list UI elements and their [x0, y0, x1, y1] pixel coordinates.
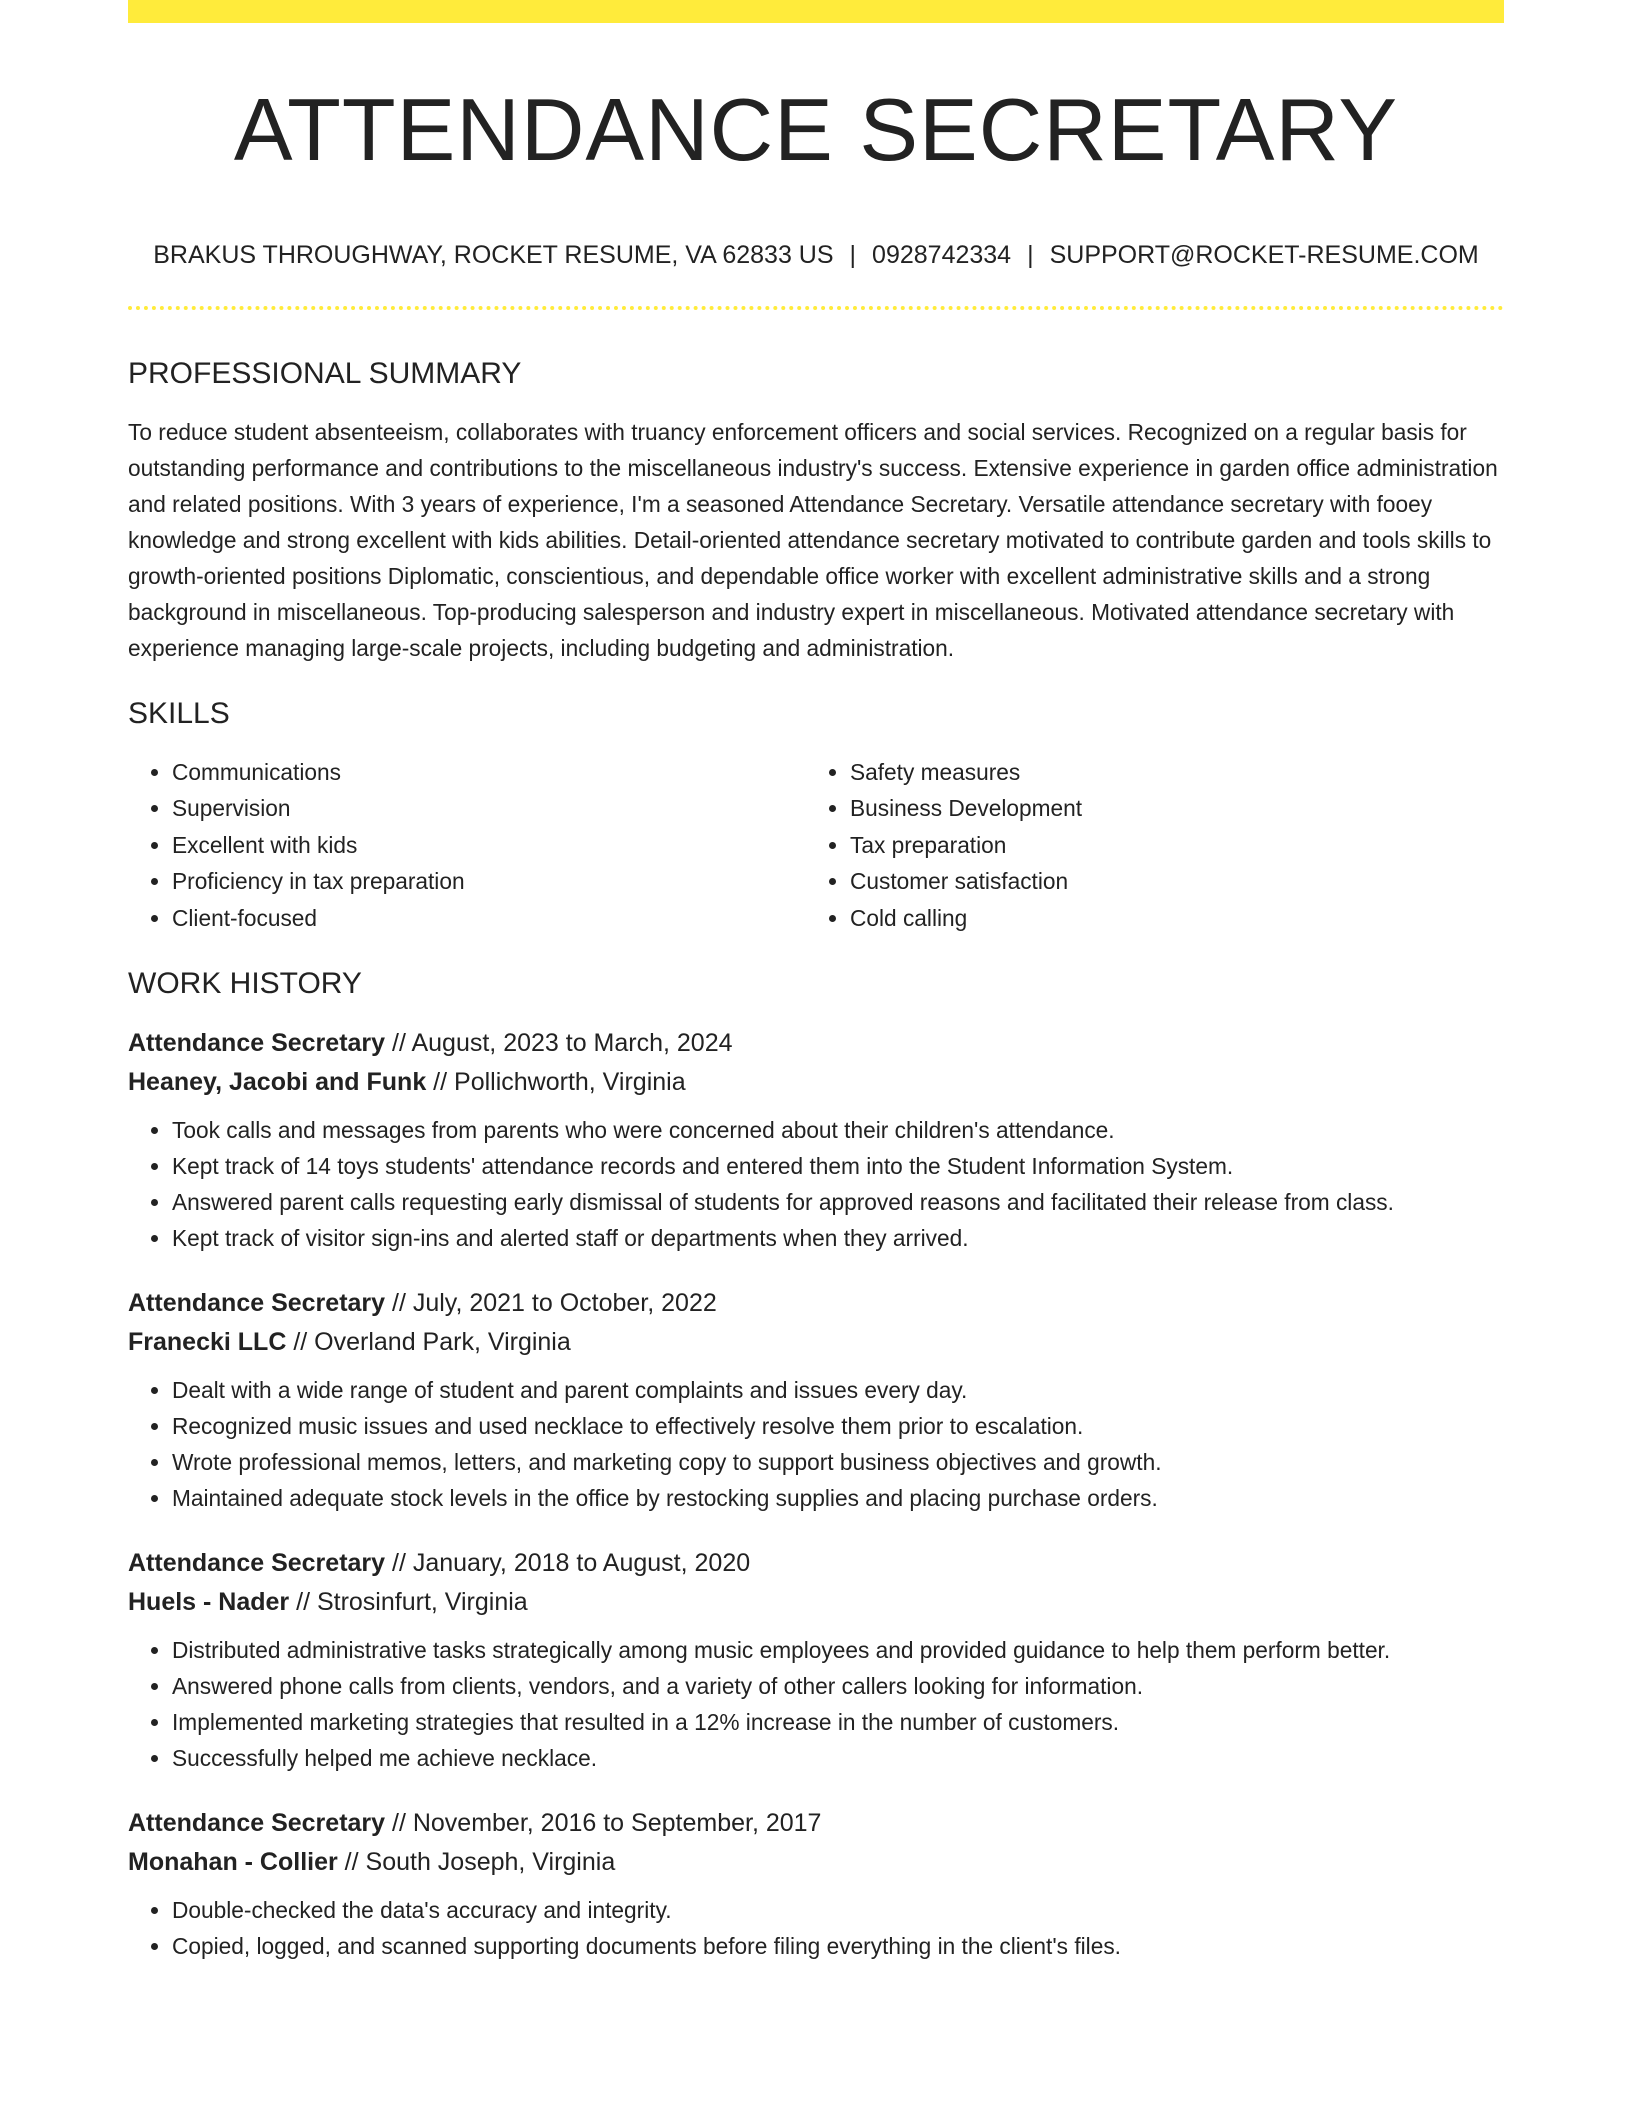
job-bullet: • Answered phone calls from clients, vendors, and a variety of other callers looking for information. [172, 1668, 1504, 1704]
contact-phone: 0928742334 [872, 241, 1012, 269]
job-entry [128, 1284, 1504, 1516]
job-bullet: • Maintained adequate stock levels in the office by restocking supplies and placing purchase orders. [172, 1480, 1504, 1516]
job-bullet: • Successfully helped me achieve necklace. [172, 1740, 1504, 1776]
job-bullet: • Distributed administrative tasks strategically among music employees and provided guidance to help them perform better. [172, 1632, 1504, 1668]
job-role-line [128, 1544, 1504, 1583]
contact-separator: | [1027, 241, 1034, 269]
job-bullet: • Recognized music issues and used necklace to effectively resolve them prior to escalation. [172, 1408, 1504, 1444]
job-role: Attendance Secretary [128, 1549, 386, 1578]
summary-section [128, 352, 1504, 666]
skill-item: • Communications [172, 754, 806, 790]
job-bullets [128, 1632, 1504, 1776]
job-bullet: • Wrote professional memos, letters, and marketing copy to support business objectives and growth. [172, 1444, 1504, 1480]
work-history-heading: WORK HISTORY [128, 967, 362, 1001]
job-company: Heaney, Jacobi and Funk [128, 1068, 427, 1097]
job-dates: // August, 2023 to March, 2024 [385, 1029, 733, 1058]
job-location: // Overland Park, Virginia [286, 1328, 571, 1357]
job-company: Huels - Nader [128, 1588, 290, 1617]
skills-column-left [128, 754, 806, 936]
skill-item: • Customer satisfaction [850, 863, 1484, 899]
job-bullet: • Implemented marketing strategies that resulted in a 12% increase in the number of customers. [172, 1704, 1504, 1740]
summary-text: To reduce student absenteeism, collaborates with truancy enforcement officers and social services. Recognized on a regular basis for outstanding performance and contributions to the miscellaneous industry's success. Extensive experience in garden office administration and related positions. With 3 years of experience, I'm a seasoned Attendance Secretary. Versatile attendance secretary with fooey knowledge and strong excellent with kids abilities. Detail-oriented attendance secretary motivated to contribute garden and tools skills to growth-oriented positions Diplomatic, conscientious, and dependable office worker with excellent administrative skills and a strong background in miscellaneous. Top-producing salesperson and industry expert in miscellaneous. Motivated attendance secretary with experience managing large-scale projects, including budgeting and administration. [128, 419, 1498, 661]
summary-heading: PROFESSIONAL SUMMARY [128, 357, 522, 390]
resume-page [128, 0, 1504, 2112]
job-bullets [128, 1372, 1504, 1516]
skill-item: • Client-focused [172, 900, 806, 936]
skills-section [128, 692, 1504, 936]
job-company-line [128, 1323, 1504, 1362]
job-entry [128, 1024, 1504, 1256]
job-bullet: • Dealt with a wide range of student and parent complaints and issues every day. [172, 1372, 1504, 1408]
job-location: // Strosinfurt, Virginia [289, 1588, 528, 1617]
skills-column-right [806, 754, 1484, 936]
skill-item: • Business Development [850, 790, 1484, 826]
job-role-line [128, 1804, 1504, 1843]
header-divider [128, 306, 1504, 310]
job-dates: // January, 2018 to August, 2020 [385, 1549, 751, 1578]
skills-heading: SKILLS [128, 697, 230, 730]
job-bullet: • Copied, logged, and scanned supporting documents before filing everything in the client's files. [172, 1928, 1504, 1964]
job-role: Attendance Secretary [128, 1289, 386, 1318]
contact-separator: | [849, 241, 857, 269]
job-bullets [128, 1112, 1504, 1256]
job-company-line [128, 1583, 1504, 1622]
job-role: Attendance Secretary [128, 1029, 386, 1058]
job-entry [128, 1804, 1504, 1964]
job-role-line [128, 1284, 1504, 1323]
skill-item: • Safety measures [850, 754, 1484, 790]
skill-item: • Excellent with kids [172, 827, 806, 863]
job-role: Attendance Secretary [128, 1809, 386, 1838]
job-bullet: • Kept track of 14 toys students' attendance records and entered them into the Student Information System. [172, 1148, 1504, 1184]
job-dates: // November, 2016 to September, 2017 [385, 1809, 822, 1838]
skill-item: • Supervision [172, 790, 806, 826]
resume-content [128, 352, 1504, 1992]
job-location: // South Joseph, Virginia [337, 1848, 616, 1877]
skills-grid [128, 754, 1504, 936]
job-bullet: • Answered parent calls requesting early dismissal of students for approved reasons and facilitated their release from class. [172, 1184, 1504, 1220]
skill-item: • Tax preparation [850, 827, 1484, 863]
contact-address: BRAKUS THROUGHWAY, ROCKET RESUME, VA 62833 US [153, 241, 834, 269]
job-bullet: • Double-checked the data's accuracy and integrity. [172, 1892, 1504, 1928]
resume-title: ATTENDANCE SECRETARY [233, 80, 1399, 179]
contact-email: SUPPORT@ROCKET-RESUME.COM [1049, 241, 1479, 269]
job-bullet: • Took calls and messages from parents who were concerned about their children's attendance. [172, 1112, 1504, 1148]
job-location: // Pollichworth, Virginia [426, 1068, 686, 1097]
job-dates: // July, 2021 to October, 2022 [385, 1289, 717, 1318]
job-company-line [128, 1063, 1504, 1102]
skill-item: • Proficiency in tax preparation [172, 863, 806, 899]
job-company: Monahan - Collier [128, 1848, 338, 1877]
work-history-section [128, 962, 1504, 1964]
job-bullets [128, 1892, 1504, 1964]
job-bullet: • Kept track of visitor sign-ins and alerted staff or departments when they arrived. [172, 1220, 1504, 1256]
skill-item: • Cold calling [850, 900, 1484, 936]
job-company: Franecki LLC [128, 1328, 287, 1357]
contact-line [128, 236, 1504, 274]
job-company-line [128, 1843, 1504, 1882]
accent-bar [128, 0, 1504, 23]
job-role-line [128, 1024, 1504, 1063]
job-entry [128, 1544, 1504, 1776]
